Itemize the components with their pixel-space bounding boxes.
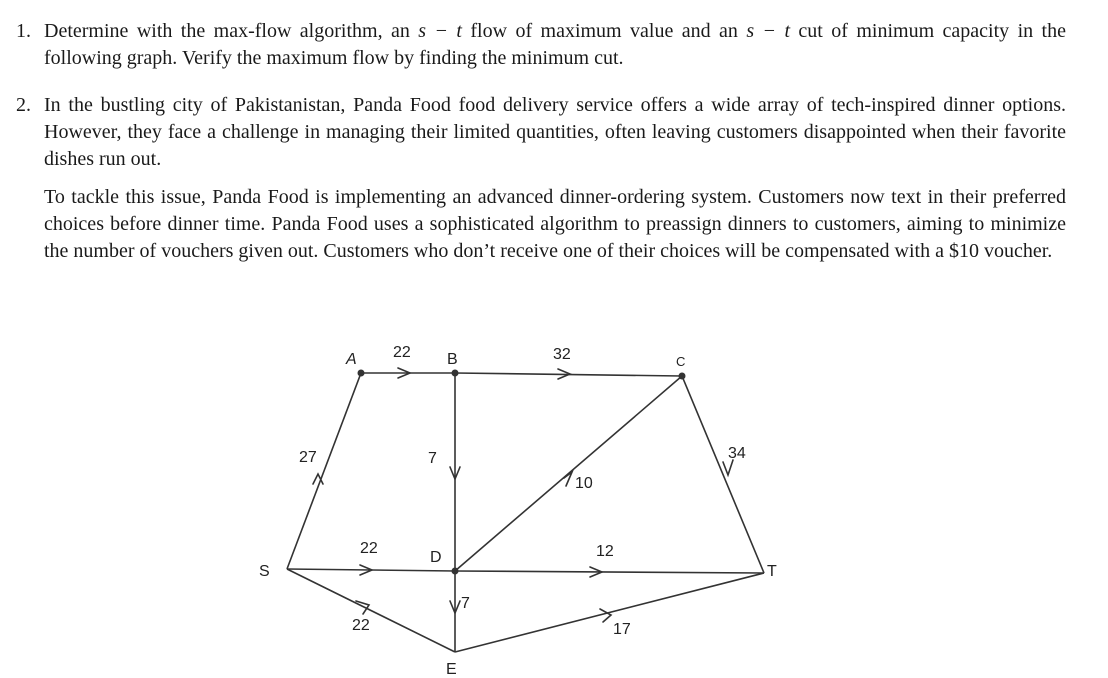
text-segment: Determine with the max-flow algorithm, an bbox=[44, 20, 419, 42]
edge-d-c bbox=[455, 376, 682, 571]
capacity-d-t: 12 bbox=[596, 543, 614, 560]
edge-s-a bbox=[287, 373, 361, 569]
vertex-label-d: D bbox=[430, 549, 442, 566]
capacity-d-c: 10 bbox=[575, 475, 593, 492]
vertex-label-s: S bbox=[259, 563, 270, 580]
vertex-d bbox=[452, 568, 459, 575]
edge-arrows bbox=[313, 368, 733, 622]
vertex-labels bbox=[259, 351, 777, 678]
capacity-s-a: 27 bbox=[299, 449, 317, 466]
capacity-s-d: 22 bbox=[360, 540, 378, 557]
vertex-a bbox=[358, 370, 365, 377]
capacity-b-c: 32 bbox=[553, 346, 571, 363]
vertex-label-t: T bbox=[767, 563, 777, 580]
edge-d-t bbox=[455, 571, 764, 573]
capacity-s-e: 22 bbox=[352, 617, 370, 634]
capacity-c-t: 34 bbox=[728, 445, 746, 462]
graph-vertices bbox=[358, 370, 686, 575]
vertex-label-e: E bbox=[446, 661, 457, 678]
edge-s-e bbox=[287, 569, 455, 652]
problem-number: 1. bbox=[16, 20, 31, 42]
capacity-d-e: 7 bbox=[461, 595, 470, 612]
problem-paragraph-1: In the bustling city of Pakistanistan, Panda Food food delivery service offers a wide array of tech-inspired dinner options. However, they face a challenge in managing their limited quantities, often leaving customers disappointed when their favorite dishes run out. bbox=[44, 94, 1066, 170]
math-expression: s − t bbox=[746, 20, 791, 42]
edge-e-t bbox=[455, 573, 764, 652]
arrow-s-e bbox=[356, 601, 369, 614]
capacity-labels bbox=[299, 344, 746, 638]
problem-paragraph-2: To tackle this issue, Panda Food is implementing an advanced dinner-ordering system. Customers now text in their preferred choices before dinner time. Panda Food uses a sophisticated algorithm to preassign dinners to customers, aiming to minimize the number of vouchers given out. Customers who don’t receive one of their choices will be compensated with a $10 voucher. bbox=[44, 186, 1066, 262]
vertex-label-b: B bbox=[447, 351, 458, 368]
vertex-label-c: C bbox=[676, 354, 686, 369]
edge-c-t bbox=[682, 376, 764, 573]
vertex-label-a: A bbox=[346, 351, 357, 368]
arrow-c-t bbox=[723, 460, 733, 475]
graph-edges bbox=[287, 373, 764, 652]
text-segment: flow of maximum value and an bbox=[461, 20, 747, 42]
arrow-e-t bbox=[600, 609, 611, 622]
capacity-a-b: 22 bbox=[393, 344, 411, 361]
problem-number: 2. bbox=[16, 94, 31, 116]
text-segment: cut of minimum capacity in the following graph. Verify the maximum flow by finding the minimum cut. bbox=[44, 20, 1066, 69]
vertex-b bbox=[452, 370, 459, 377]
vertex-c bbox=[679, 373, 686, 380]
arrow-d-c bbox=[564, 472, 572, 486]
capacity-b-d: 7 bbox=[428, 450, 437, 467]
math-expression: s − t bbox=[418, 20, 462, 42]
capacity-e-t: 17 bbox=[613, 621, 631, 638]
